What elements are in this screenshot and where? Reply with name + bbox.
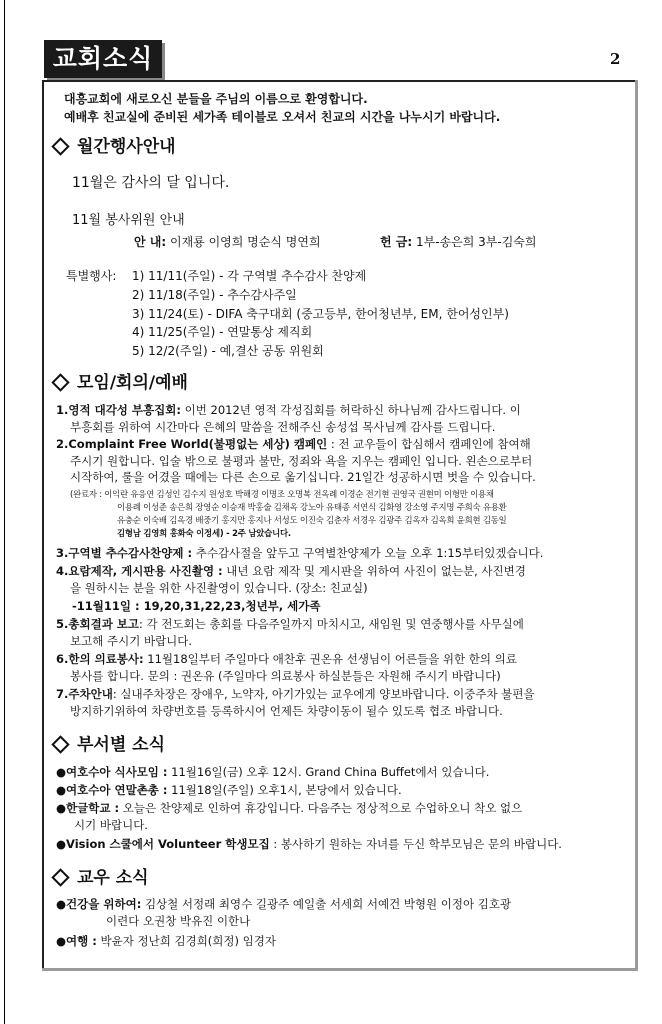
meeting-item-campaign-cont: 주시기 원합니다. 입술 밖으로 불평과 불만, 정죄와 욕을 지우는 캠페인 입니다. 왼손으로부터	[70, 454, 533, 468]
offering-names: 1부-송은희 3부-김숙희	[416, 235, 537, 249]
event-item: 4) 11/25(주일) - 연말통상 제직회	[132, 325, 313, 339]
meeting-item-parking-cont: 방지하기위하여 차량번호를 등록하시어 언제든 차량이동이 될수 있도록 협조 바랍니다.	[70, 704, 503, 718]
offering-label: 헌 금:	[380, 235, 413, 249]
section-heading-monthly: 월간행사안내	[52, 136, 176, 158]
completed-list: 김형남 김영희 홍화숙 이정세) - 2주 남았습니다.	[117, 528, 291, 538]
completed-list: (완료자 : 이익란 유응연 김성인 김수지 원성호 박해경 이명조 오명복 전옥례 이경순 전기현 권영국 권현미 이형만 이용채	[70, 489, 494, 499]
guide-label: 안 내:	[134, 235, 167, 249]
meeting-item-campaign-cont: 시작하여, 룰을 어겼을 때에는 다른 손으로 옮기십니다. 21일간 성공하시면 벗을 수 있습니다.	[70, 470, 536, 484]
dept-item-korean-school-cont: 시기 바랍니다.	[74, 818, 148, 832]
meeting-item-assembly-cont: 보고해 주시기 바랍니다.	[70, 634, 193, 648]
meeting-item-medical: 6.한의 의료봉사: 11월18일부터 주일마다 애찬후 권온유 선생님이 어른들을 위한 한의 의료	[56, 652, 517, 666]
frame-shadow-bottom	[42, 968, 638, 971]
frame-shadow-right	[635, 80, 638, 971]
thanks-month-text: 11월은 감사의 달 입니다.	[72, 175, 230, 191]
event-item: 1) 11/11(주일) - 각 구역별 추수감사 찬양제	[132, 269, 367, 283]
offering-row	[380, 234, 536, 250]
members-health: ●건강을 위하여: 김상철 서정래 최영수 길광주 예일출 서세희 서예건 박형원 이정아 김호광	[56, 897, 512, 911]
completed-list: 유충순 이숙배 김옥경 배중기 홍지만 홍지나 서성도 이진숙 김춘자 서경우 김광주 김옥자 김옥희 윤희현 김동일	[117, 515, 507, 525]
dept-item-meal: ●여호수아 식사모임 : 11월16일(금) 오후 12시. Grand China Buffet에서 있습니다.	[56, 765, 490, 779]
welcome-line: 대흥교회에 새로오신 분들을 주님의 이름으로 환영합니다.	[64, 92, 368, 106]
page-left-border	[4, 0, 5, 1024]
diamond-icon	[51, 137, 69, 155]
guide-names: 이재룡 이영희 명순식 명연희	[170, 235, 321, 249]
meeting-item-parking: 7.주차안내: 실내주차장은 장애우, 노약자, 아기가있는 교우에게 양보바랍니다. 이중주차 불편을	[56, 687, 535, 701]
meeting-item-praise: 3.구역별 추수감사찬양제 : 추수감사절을 앞두고 구역별찬양제가 오늘 오후 1:15부터있겠습니다.	[56, 546, 544, 560]
volunteer-title: 11월 봉사위원 안내	[72, 213, 185, 228]
guide-row	[134, 234, 321, 250]
page-number: 2	[610, 50, 621, 68]
meeting-item-medical-cont: 봉사를 합니다. 문의 : 권온유 (주일마다 의료봉사 하실분들은 자원해 주시기 바랍니다)	[70, 669, 501, 683]
section-heading-members: 교우 소식	[52, 867, 149, 889]
meeting-item-photo-cont: 을 원하시는 분을 위한 사진촬영이 있습니다. (장소: 친교실)	[70, 581, 368, 595]
special-events-label: 특별행사:	[66, 269, 117, 283]
meeting-item-photo: 4.요람제작, 게시판용 사진촬영 : 내년 요람 제작 및 게시판을 위하여 사진이 없는분, 사진변경	[56, 564, 526, 578]
meeting-item-photo-schedule: -11월11일 : 19,20,31,22,23,청년부, 세가족	[72, 599, 321, 613]
section-heading-dept: 부서별 소식	[52, 734, 165, 756]
dept-item-vision-school: ●Vision 스쿨에서 Volunteer 학생모집 : 봉사하기 원하는 자녀를 두신 학부모님은 문의 바랍니다.	[56, 837, 562, 851]
event-item: 2) 11/18(주일) - 추수감사주일	[132, 288, 297, 302]
members-travel: ●여행 : 박윤자 정난희 김경희(희정) 임경자	[56, 934, 276, 948]
dept-item-yearend: ●여호수아 연말촌총 : 11월18일(주일) 오후1시, 본당에서 있습니다.	[56, 783, 402, 797]
page-title: 교회소식	[44, 40, 162, 78]
meeting-item-revival: 1.영적 대각성 부흥집회: 이번 2012년 영적 각성집회를 허락하신 하나님께 감사드립니다. 이	[56, 403, 521, 417]
section-heading-meetings: 모임/회의/예배	[52, 372, 188, 394]
meeting-item-campaign: 2.Complaint Free World(불평없는 세상) 캠페인 : 전 교우들이 합심해서 캠페인에 참여해	[56, 437, 531, 451]
diamond-icon	[51, 373, 69, 391]
meeting-item-revival-cont: 부흥회를 위하여 시간마다 은혜의 말씀을 전해주신 송성섭 목사님께 감사를 드립니다.	[70, 420, 496, 434]
event-item: 3) 11/24(토) - DIFA 축구대회 (중고등부, 한어청년부, EM, 한어성인부)	[132, 307, 509, 321]
meeting-item-assembly: 5.총회결과 보고: 각 전도회는 총회를 다음주일까지 마치시고, 새임원 및 연중행사를 사무실에	[56, 617, 524, 631]
members-health-cont: 이련다 오권창 박유진 이한나	[106, 914, 251, 928]
fellowship-line: 예배후 친교실에 준비된 세가족 테이블로 오셔서 친교의 시간을 나누시기 바랍니다.	[64, 110, 501, 124]
event-item: 5) 12/2(주일) - 예,결산 공동 위원회	[132, 344, 324, 358]
dept-item-korean-school: ●한글학교 : 오늘은 찬양제로 인하여 휴강입니다. 다음주는 정상적으로 수업하오니 착오 없으	[56, 801, 523, 815]
diamond-icon	[51, 735, 69, 753]
diamond-icon	[51, 868, 69, 886]
completed-list: 이용례 이성준 송은희 장영순 이승재 박홍술 김채옥 강노아 유태종 서연식 김화영 강소영 주지명 주희숙 유용환	[117, 502, 507, 512]
